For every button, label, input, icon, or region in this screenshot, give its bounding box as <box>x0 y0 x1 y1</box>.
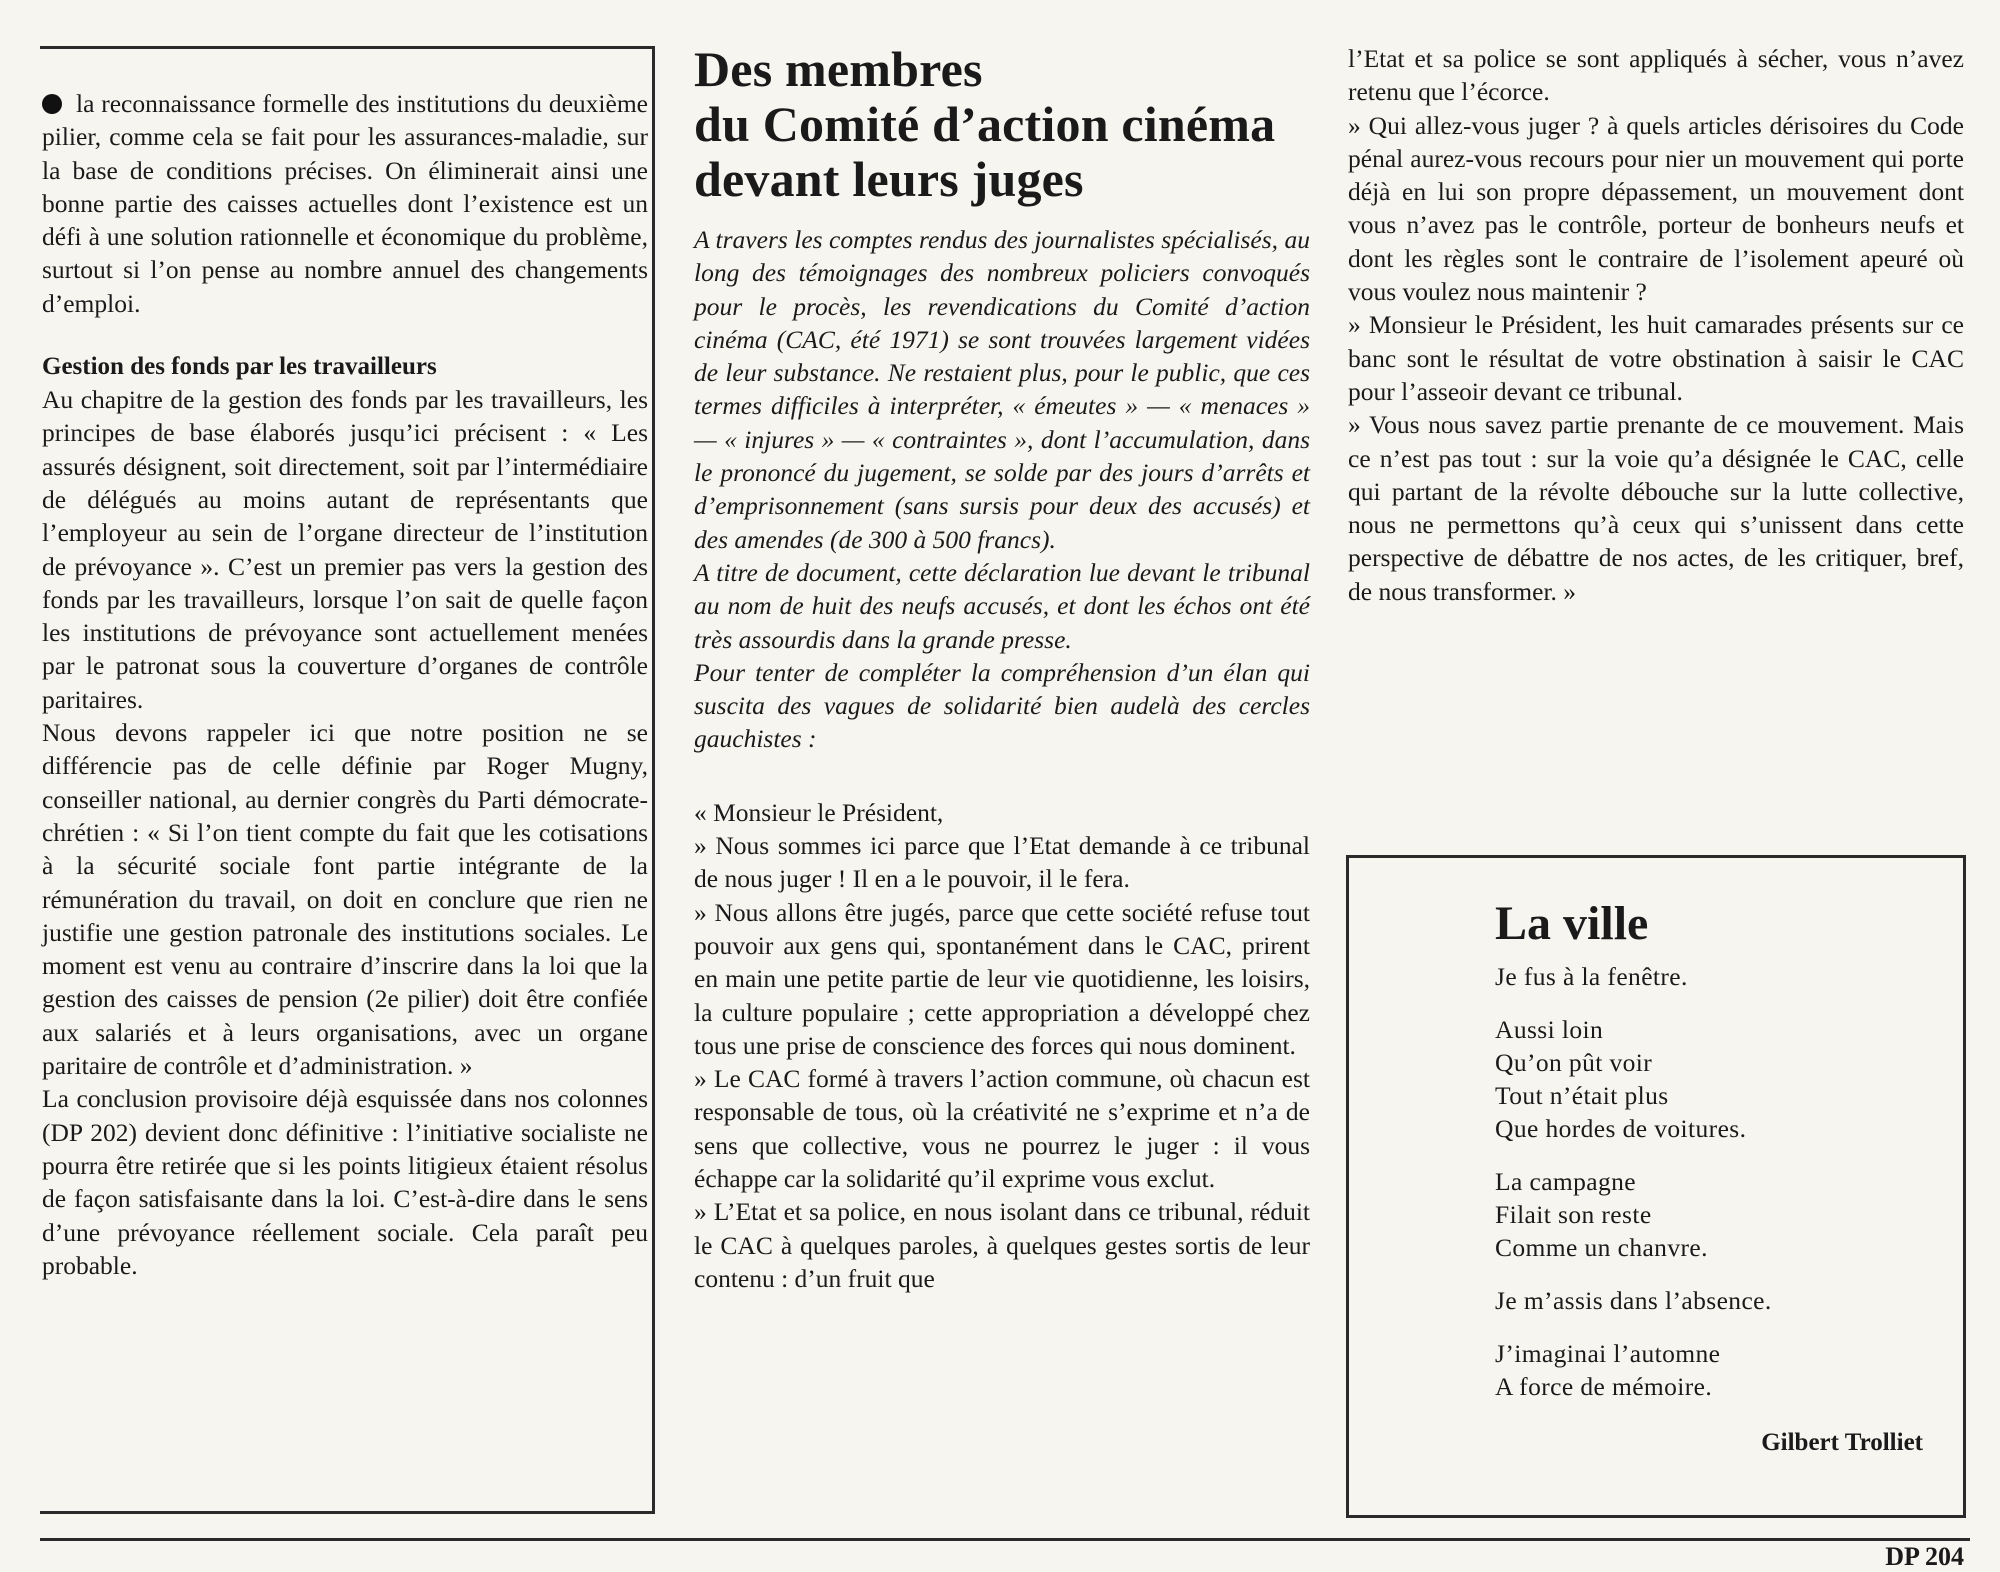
bullet-paragraph <box>42 87 648 320</box>
poem-line: Filait son reste <box>1495 1200 1652 1229</box>
bullet-icon <box>42 94 62 114</box>
declaration-paragraph: l’Etat et sa police se sont appliqués à sécher, vous n’avez retenu que l’écorce. <box>1348 44 1964 107</box>
poem-stanza <box>1495 1337 1933 1403</box>
poem-stanza <box>1495 960 1933 993</box>
left-paragraph: Nous devons rappeler ici que notre position ne se différencie pas de celle définie par Roger Mugny, conseiller national, au dernier congrès du Parti démocrate-chrétien : « Si l’on tient compte du fait que les cotisations à la sécurité sociale font partie intégrante de la rémunération du travail, on doit en conclure que rien ne justifie une gestion patronale des institutions sociales. Le moment est venu au contraire d’inscrire dans la loi que la gestion des caisses de pension (2e pilier) doit être confiée aux salariés et à leurs organisations, avec un organe paritaire de contrôle et d’administration. » <box>42 718 648 1081</box>
headline-line: du Comité d’action cinéma <box>694 96 1276 152</box>
lede-paragraph: A travers les comptes rendus des journalistes spécialisés, au long des témoignages des nombreux policiers convoqués pour le procès, les revendications du Comité d’action cinéma (CAC, été 1971) se sont trouvées largement vidées de leur substance. Ne restaient plus, pour le public, que ces termes difficiles à interpréter, « émeutes » — « menaces » — « injures » — « contraintes », dont l’accumulation, dans le prononcé du jugement, se solde par des jours d’arrêts et d’emprisonnement (sans sursis pour deux des accusés) et des amendes (de 300 à 500 francs). <box>694 225 1310 554</box>
bullet-text: la reconnaissance formelle des institutions du deuxième pilier, comme cela se fait pour les assurances-maladie, sur la base de conditions précises. On éliminerait ainsi une bonne partie des caisses actuelles dont l’existence est un défi à une solution rationnelle et économique du problème, surtout si l’on pense au nombre annuel des changements d’emploi. <box>42 89 648 318</box>
poem-line: Je fus à la fenêtre. <box>1495 962 1688 991</box>
poem-stanza <box>1495 1165 1933 1264</box>
poem-line: La campagne <box>1495 1167 1637 1196</box>
poem-line: J’imaginai l’automne <box>1495 1339 1721 1368</box>
poem-author: Gilbert Trolliet <box>1761 1429 1923 1456</box>
left-paragraph: La conclusion provisoire déjà esquissée dans nos colonnes (DP 202) devient donc définitive : l’initiative socialiste ne pourra être retirée que si les points litigieux étaient résolus de façon satisfaisante dans la loi. C’est-à-dire dans le sens d’une prévoyance réellement sociale. Cela paraît peu probable. <box>42 1084 648 1280</box>
poem-stanza <box>1495 1013 1933 1145</box>
poem-stanza <box>1495 1284 1933 1317</box>
declaration-paragraph: » Qui allez-vous juger ? à quels articles dérisoires du Code pénal aurez-vous recours pour nier un mouvement qui porte déjà en lui son propre dépassement, un mouvement dont vous n’avez pas le contrôle, porteur de bonheurs neufs et dont les règles sont le contraire de l’isolement apeuré où vous voulez nous maintenir ? <box>1348 110 1964 307</box>
poem-box <box>1346 855 1966 1518</box>
declaration-paragraph: » Monsieur le Président, les huit camarades présents sur ce banc sont le résultat de votre obstination à saisir le CAC pour l’asseoir devant ce tribunal. <box>1348 310 1964 406</box>
declaration-paragraph: « Monsieur le Président, <box>694 797 944 827</box>
poem-line: Qu’on pût voir <box>1495 1048 1653 1077</box>
lede-paragraph: Pour tenter de compléter la compréhension d’un élan qui suscita des vagues de solidarité bien audelà des cercles gauchistes : <box>694 657 1310 754</box>
section-subheading: Gestion des fonds par les travailleurs <box>42 353 437 381</box>
declaration-paragraph: » Le CAC formé à travers l’action commune, où chacun est responsable de tous, où la créativité ne s’exprime et n’a de sens que collective, vous ne pourrez le juger : il vous échappe car la solidarité qu’il exprime vous exclut. <box>694 1064 1310 1194</box>
footer-rule <box>40 1538 1970 1541</box>
lede-paragraph: A titre de document, cette déclaration lue devant le tribunal au nom de huit des neufs accusés, et dont les échos ont été très assourdis dans la grande presse. <box>694 557 1310 654</box>
poem-line: Comme un chanvre. <box>1495 1233 1708 1262</box>
declaration-paragraph: » Nous allons être jugés, parce que cette société refuse tout pouvoir aux gens qui, spontanément dans le CAC, prirent en main une petite partie de leur vie quotidienne, les loisirs, la culture populaire ; cette appropriation a développé chez tous une prise de conscience des forces qui nous dominent. <box>694 897 1310 1060</box>
left-column <box>40 46 655 1514</box>
headline-line: devant leurs juges <box>694 151 1084 207</box>
poem-line: A force de mémoire. <box>1495 1372 1713 1401</box>
declaration-paragraph: » Nous sommes ici parce que l’Etat demande à ce tribunal de nous juger ! Il en a le pouvoir, il le fera. <box>694 831 1310 894</box>
declaration-paragraph: » L’Etat et sa police, en nous isolant dans ce tribunal, réduit le CAC à quelques paroles, à quelques gestes sortis de leur contenu : d’un fruit que <box>694 1197 1310 1293</box>
article-headline <box>694 42 1310 207</box>
poem-line: Tout n’était plus <box>1495 1081 1669 1110</box>
poem-line: Aussi loin <box>1495 1015 1604 1044</box>
page-folio: DP 204 <box>1885 1542 1964 1571</box>
article-column <box>694 38 1310 1295</box>
declaration-paragraph: » Vous nous savez partie prenante de ce mouvement. Mais ce n’est pas tout : sur la voie qu’a désignée le CAC, celle qui partant de la révolte débouche sur la lutte collective, nous ne permettons qu’à ceux qui s’unissent dans cette perspective de débattre de nos actes, de les critiquer, bref, de nous transformer. » <box>1348 410 1964 606</box>
poem-line: Que hordes de voitures. <box>1495 1114 1747 1143</box>
poem-line: Je m’assis dans l’absence. <box>1495 1286 1772 1315</box>
poem-title: La ville <box>1495 897 1649 950</box>
headline-line: Des membres <box>694 41 983 97</box>
left-paragraph: Au chapitre de la gestion des fonds par les travailleurs, les principes de base élaborés jusqu’ici précisent : « Les assurés désignent, soit directement, soit par l’intermédiaire de délégués au moins autant de représentants que l’employeur au sein de l’organe directeur de l’institution de prévoyance ». C’est un premier pas vers la gestion des fonds par les travailleurs, lorsque l’on sait de quelle façon les institutions de prévoyance sont actuellement menées par le patronat sous la couverture d’organes de contrôle paritaires. <box>42 385 648 714</box>
article-continuation-column <box>1348 42 1964 608</box>
